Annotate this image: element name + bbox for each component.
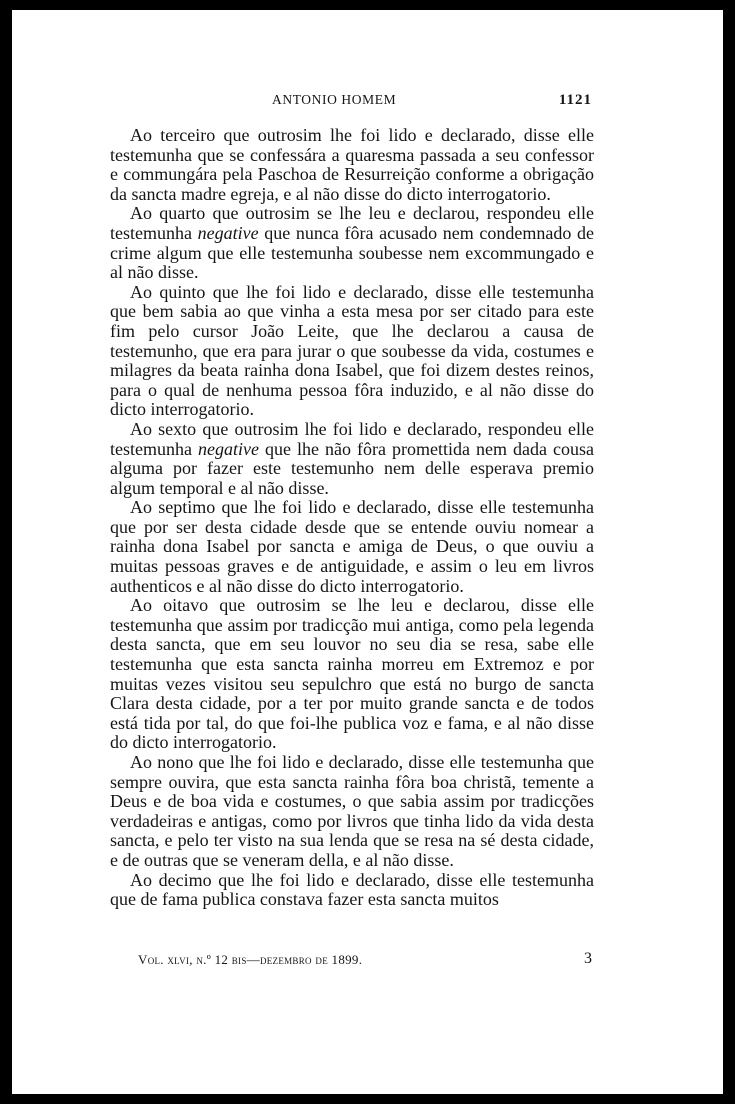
running-head-title: ANTONIO HOMEM xyxy=(272,92,397,107)
body-text xyxy=(110,126,594,910)
paragraph-text: Ao quarto que outrosim se lhe leu e declarou, respondeu elle testemunha xyxy=(110,203,594,243)
page-number: 1121 xyxy=(558,92,592,108)
paragraph-text: que lhe não fôra promettida nem dada cousa alguma por fazer este testemunho nem delle esperava premio algum temporal e al não disse. xyxy=(110,438,594,498)
paragraph xyxy=(110,498,594,596)
paragraph-text: Ao terceiro que outrosim lhe foi lido e declarado, disse elle testemunha que se confessára a quaresma passada a seu confessor e commungára pela Paschoa de Resurreição conforme a obrigação da sancta madre egreja, e al não disse do dicto interrogatorio. xyxy=(110,125,594,204)
italic-term: negative xyxy=(198,438,259,459)
italic-term: negative xyxy=(197,222,259,243)
paragraph-text: que nunca fôra acusado nem condemnado de crime algum que elle testemunha soubesse nem excommungado e al não disse. xyxy=(110,222,594,283)
footer-imprint: Vol. xlvi, n.º 12 bis—dezembro de 1899. xyxy=(138,952,363,967)
paragraph xyxy=(110,204,594,282)
paragraph-text: Ao quinto que lhe foi lido e declarado, disse elle testemunha que bem sabia ao que vinha a esta mesa por ser citado para este fim pelo cursor João Leite, que lhe declarou a causa de testemunho, que era para jurar o que soubesse da vida, costumes e milagres da beata rainha dona Isabel, que foi dizem destes reinos, para o qual de nenhuma pessoa fôra induzido, e al não disse do dicto interrogatorio. xyxy=(110,281,594,420)
paragraph xyxy=(110,283,594,420)
paragraph xyxy=(110,871,594,910)
paragraph xyxy=(110,596,594,753)
paragraph xyxy=(110,126,594,204)
paragraph-text: Ao sexto que outrosim lhe foi lido e declarado, respondeu elle testemunha xyxy=(110,418,594,459)
page-footer xyxy=(138,952,592,972)
paragraph xyxy=(110,420,594,498)
paragraph-text: Ao decimo que lhe foi lido e declarado, disse elle testemunha que de fama publica constava fazer esta sancta muitos xyxy=(110,869,594,910)
paragraph-text: Ao oitavo que outrosim se lhe leu e declarou, disse elle testemunha que assim por tradicção mui antiga, como pela legenda desta sancta, que em seu louvor no seu dia se resa, sabe elle testemunha que esta sancta rainha morreu em Extremoz e por muitas vezes visitou seu sepulchro que está no burgo de sancta Clara desta cidade, por a ter por muito grande sancta e de todos está tida por tal, do que foi-lhe publica voz e fama, e al não disse do dicto interrogatorio. xyxy=(110,595,594,753)
paragraph xyxy=(110,753,594,871)
document-page xyxy=(12,10,723,1094)
running-head xyxy=(112,92,592,114)
paragraph-text: Ao nono que lhe foi lido e declarado, disse elle testemunha que sempre ouvira, que esta sancta rainha fôra boa christã, temente a Deus e de boa vida e costumes, o que sabia assim por tradicções verdadeiras e antigas, como por livros que tinha lido da vida desta sancta, e pelo ter visto na sua lenda que se resa na sé desta cidade, e de outras que se veneram della, e al não disse. xyxy=(110,752,594,870)
paragraph-text: Ao septimo que lhe foi lido e declarado, disse elle testemunha que por ser desta cidade desde que se entende ouviu nomear a rainha dona Isabel por sancta e amiga de Deus, o que ouviu a muitas pessoas graves e de antiguidade, e assim o leu em livros authenticos e al não disse do dicto interrogatorio. xyxy=(110,497,594,596)
signature-mark: 3 xyxy=(584,950,592,967)
